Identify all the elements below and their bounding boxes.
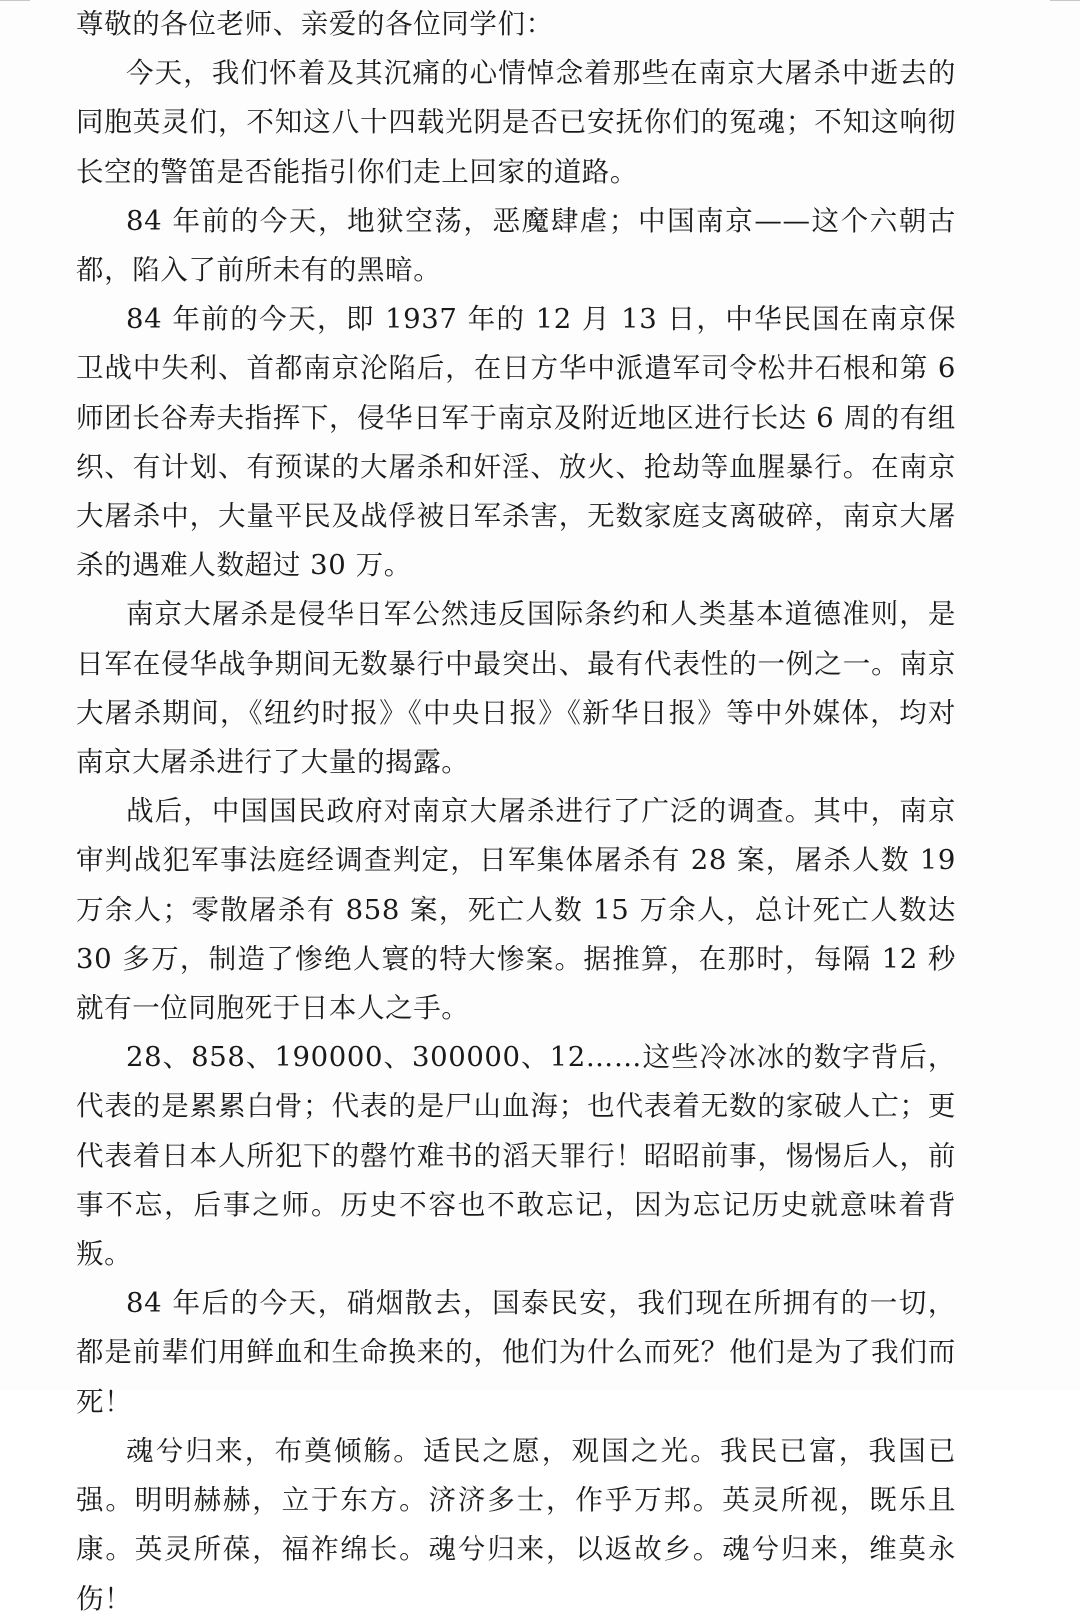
paragraph-3: 84 年前的今天，即 1937 年的 12 月 13 日，中华民国在南京保卫战中失利、首都南京沦陷后，在日方华中派遣军司令松井石根和第 6 师团长谷寿夫指挥下，侵华日军于南京及附近地区进行长达 6 周的有组织、有计划、有预谋的大屠杀和奸淫、放火、抢劫等血腥暴行。在南京大屠杀中，大量平民及战俘被日军杀害，无数家庭支离破碎，南京大屠杀的遇难人数超过 30 万。 [76,303,956,582]
paragraph-1: 今天，我们怀着及其沉痛的心情悼念着那些在南京大屠杀中逝去的同胞英灵们，不知这八十四载光阴是否已安抚你们的冤魂；不知这响彻长空的警笛是否能指引你们走上回家的道路。 [76,57,956,188]
paragraph-2: 84 年前的今天，地狱空荡，恶魔肆虐；中国南京——这个六朝古都，陷入了前所未有的黑暗。 [76,204,956,287]
page-corner-mark-left [0,0,30,7]
salutation: 尊敬的各位老师、亲爱的各位同学们： [76,8,554,40]
paragraph-6: 28、858、190000、300000、12……这些冷冰冰的数字背后，代表的是累累白骨；代表的是尸山血海；也代表着无数的家破人亡；更代表着日本人所犯下的罄竹难书的滔天罪行！昭昭前事，惕惕后人，前事不忘，后事之师。历史不容也不敢忘记，因为忘记历史就意味着背叛。 [76,1041,956,1271]
paragraph-4: 南京大屠杀是侵华日军公然违反国际条约和人类基本道德准则，是日军在侵华战争期间无数暴行中最突出、最有代表性的一例之一。南京大屠杀期间，《纽约时报》《中央日报》《新华日报》等中外媒体，均对南京大屠杀进行了大量的揭露。 [76,598,956,779]
page-corner-mark-right [1050,0,1080,7]
paragraph-7: 84 年后的今天，硝烟散去，国泰民安，我们现在所拥有的一切，都是前辈们用鲜血和生命换来的，他们为什么而死？他们是为了我们而死！ [76,1287,956,1418]
paragraph-8: 魂兮归来，布奠倾觞。适民之愿，观国之光。我民已富，我国已强。明明赫赫，立于东方。济济多士，作乎万邦。英灵所视，既乐且康。英灵所葆，福祚绵长。魂兮归来，以返故乡。魂兮归来，维莫永伤！ [76,1434,956,1615]
speech-text [76,0,956,1624]
paragraph-5: 战后，中国国民政府对南京大屠杀进行了广泛的调查。其中，南京审判战犯军事法庭经调查判定，日军集体屠杀有 28 案，屠杀人数 19 万余人；零散屠杀有 858 案，死亡人数 15 万余人，总计死亡人数达 30 多万，制造了惨绝人寰的特大惨案。据推算，在那时，每隔 12 秒就有一位同胞死于日本人之手。 [76,795,956,1025]
